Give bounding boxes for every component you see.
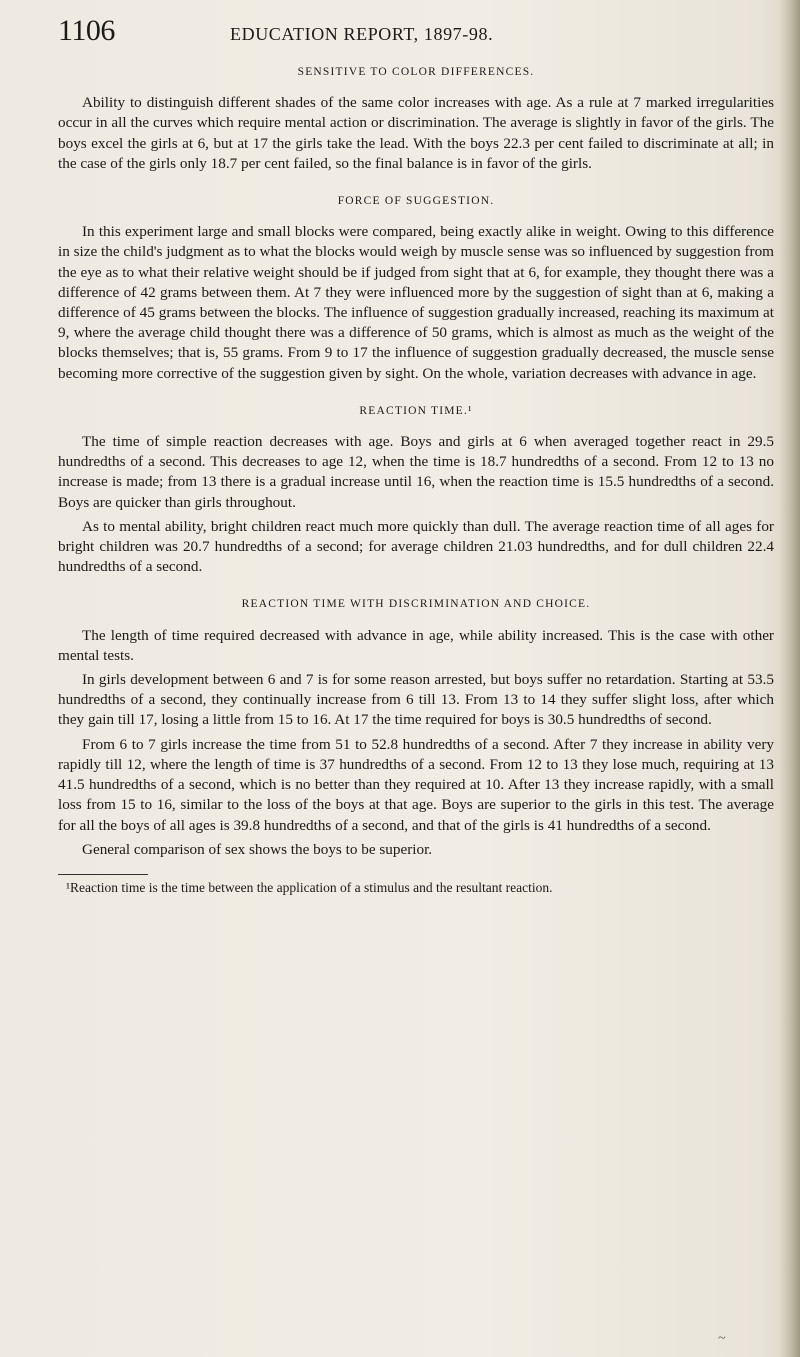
paragraph: In girls development between 6 and 7 is for some reason arrested, but boys suffer no retardation. Starting at 53.5 hundredths of a second, they continually increase from 6 till 13. From 13 to 14 they suffer slight loss, after which they gain till 17, losing a little from 15 to 16. At 17 the time required for boys is 30.5 hundredths of second. <box>58 671 774 729</box>
margin-mark: ~ <box>718 1331 726 1346</box>
paragraph: The time of simple reaction decreases with age. Boys and girls at 6 when averaged together react in 29.5 hundredths of a second. This decreases to age 12, when the time is 18.7 hundredths of a second. From 12 to 13 no increase is made; from 13 there is a gradual increase until 16, when the reaction time is 15.5 hundredths of a second. Boys are quicker than girls throughout. <box>58 433 774 511</box>
paragraph: As to mental ability, bright children react much more quickly than dull. The average reaction time of all ages for bright children was 20.7 hundredths of a second; for average children 21.03 hundredths, and for dull children 22.4 hundredths of a second. <box>58 517 774 576</box>
paragraph: In this experiment large and small blocks were compared, being exactly alike in weight. Owing to this difference in size the child's judgment as to what the blocks would weigh by muscle sense was so influenced by suggestion from the eye as to what their relative weight should be if judged from sight that at 6, for example, they thought there was a difference of 42 grams between them. At 7 they were influenced more by the suggestion of sight than at 6, making a difference of 45 grams between the blocks. The influence of suggestion gradually increased, reaching its maximum at 9, where the average child thought there was a difference of 50 grams, which is almost as much as the weight of the blocks themselves; that is, 55 grams. From 9 to 17 the influence of suggestion gradually decreased, the muscle sense becoming more corrective of the suggestion given by sight. On the whole, variation decreases with advance in age. <box>58 223 774 382</box>
page-number: 1106 <box>58 14 115 47</box>
footnote: ¹Reaction time is the time between the application of a stimulus and the resultant reaction. <box>66 879 553 895</box>
running-head <box>58 14 788 48</box>
section-heading: SENSITIVE TO COLOR DIFFERENCES. <box>297 66 535 78</box>
paragraph: From 6 to 7 girls increase the time from 51 to 52.8 hundredths of a second. After 7 they increase in ability very rapidly till 12, where the length of time is 37 hundredths of a second. From 12 to 13 they lose much, requiring at 13 41.5 hundredths of a second, which is no better than they required at 10. After 13 they increase rapidly, with a small loss from 15 to 16, similar to the loss of the boys at that age. Boys are superior to the girls in this test. The average for all the boys of all ages is 39.8 hundredths of a second, and that of the girls is 41 hundredths of a second. <box>58 735 774 834</box>
footnote-divider <box>58 874 148 875</box>
section-heading: REACTION TIME.¹ <box>359 404 473 417</box>
page-body <box>58 62 774 896</box>
running-title: EDUCATION REPORT, 1897-98. <box>230 24 494 44</box>
paragraph: Ability to distinguish different shades of the same color increases with age. As a rule at 7 marked irregularities occur in all the curves which require mental action or discrimination. The average is slightly in favor of the girls. The boys excel the girls at 6, but at 17 the girls take the lead. With the boys 22.3 per cent failed to discriminate at all; in the case of the girls only 18.7 per cent failed, so the final balance is in favor of the girls. <box>58 94 774 172</box>
section-heading: REACTION TIME WITH DISCRIMINATION AND CHOICE. <box>241 598 591 611</box>
paragraph: General comparison of sex shows the boys to be superior. <box>82 840 433 858</box>
section-heading: FORCE OF SUGGESTION. <box>337 195 495 208</box>
page-edge-shadow <box>778 0 800 1357</box>
paragraph: The length of time required decreased with advance in age, while ability increased. This is the case with other mental tests. <box>58 626 774 664</box>
